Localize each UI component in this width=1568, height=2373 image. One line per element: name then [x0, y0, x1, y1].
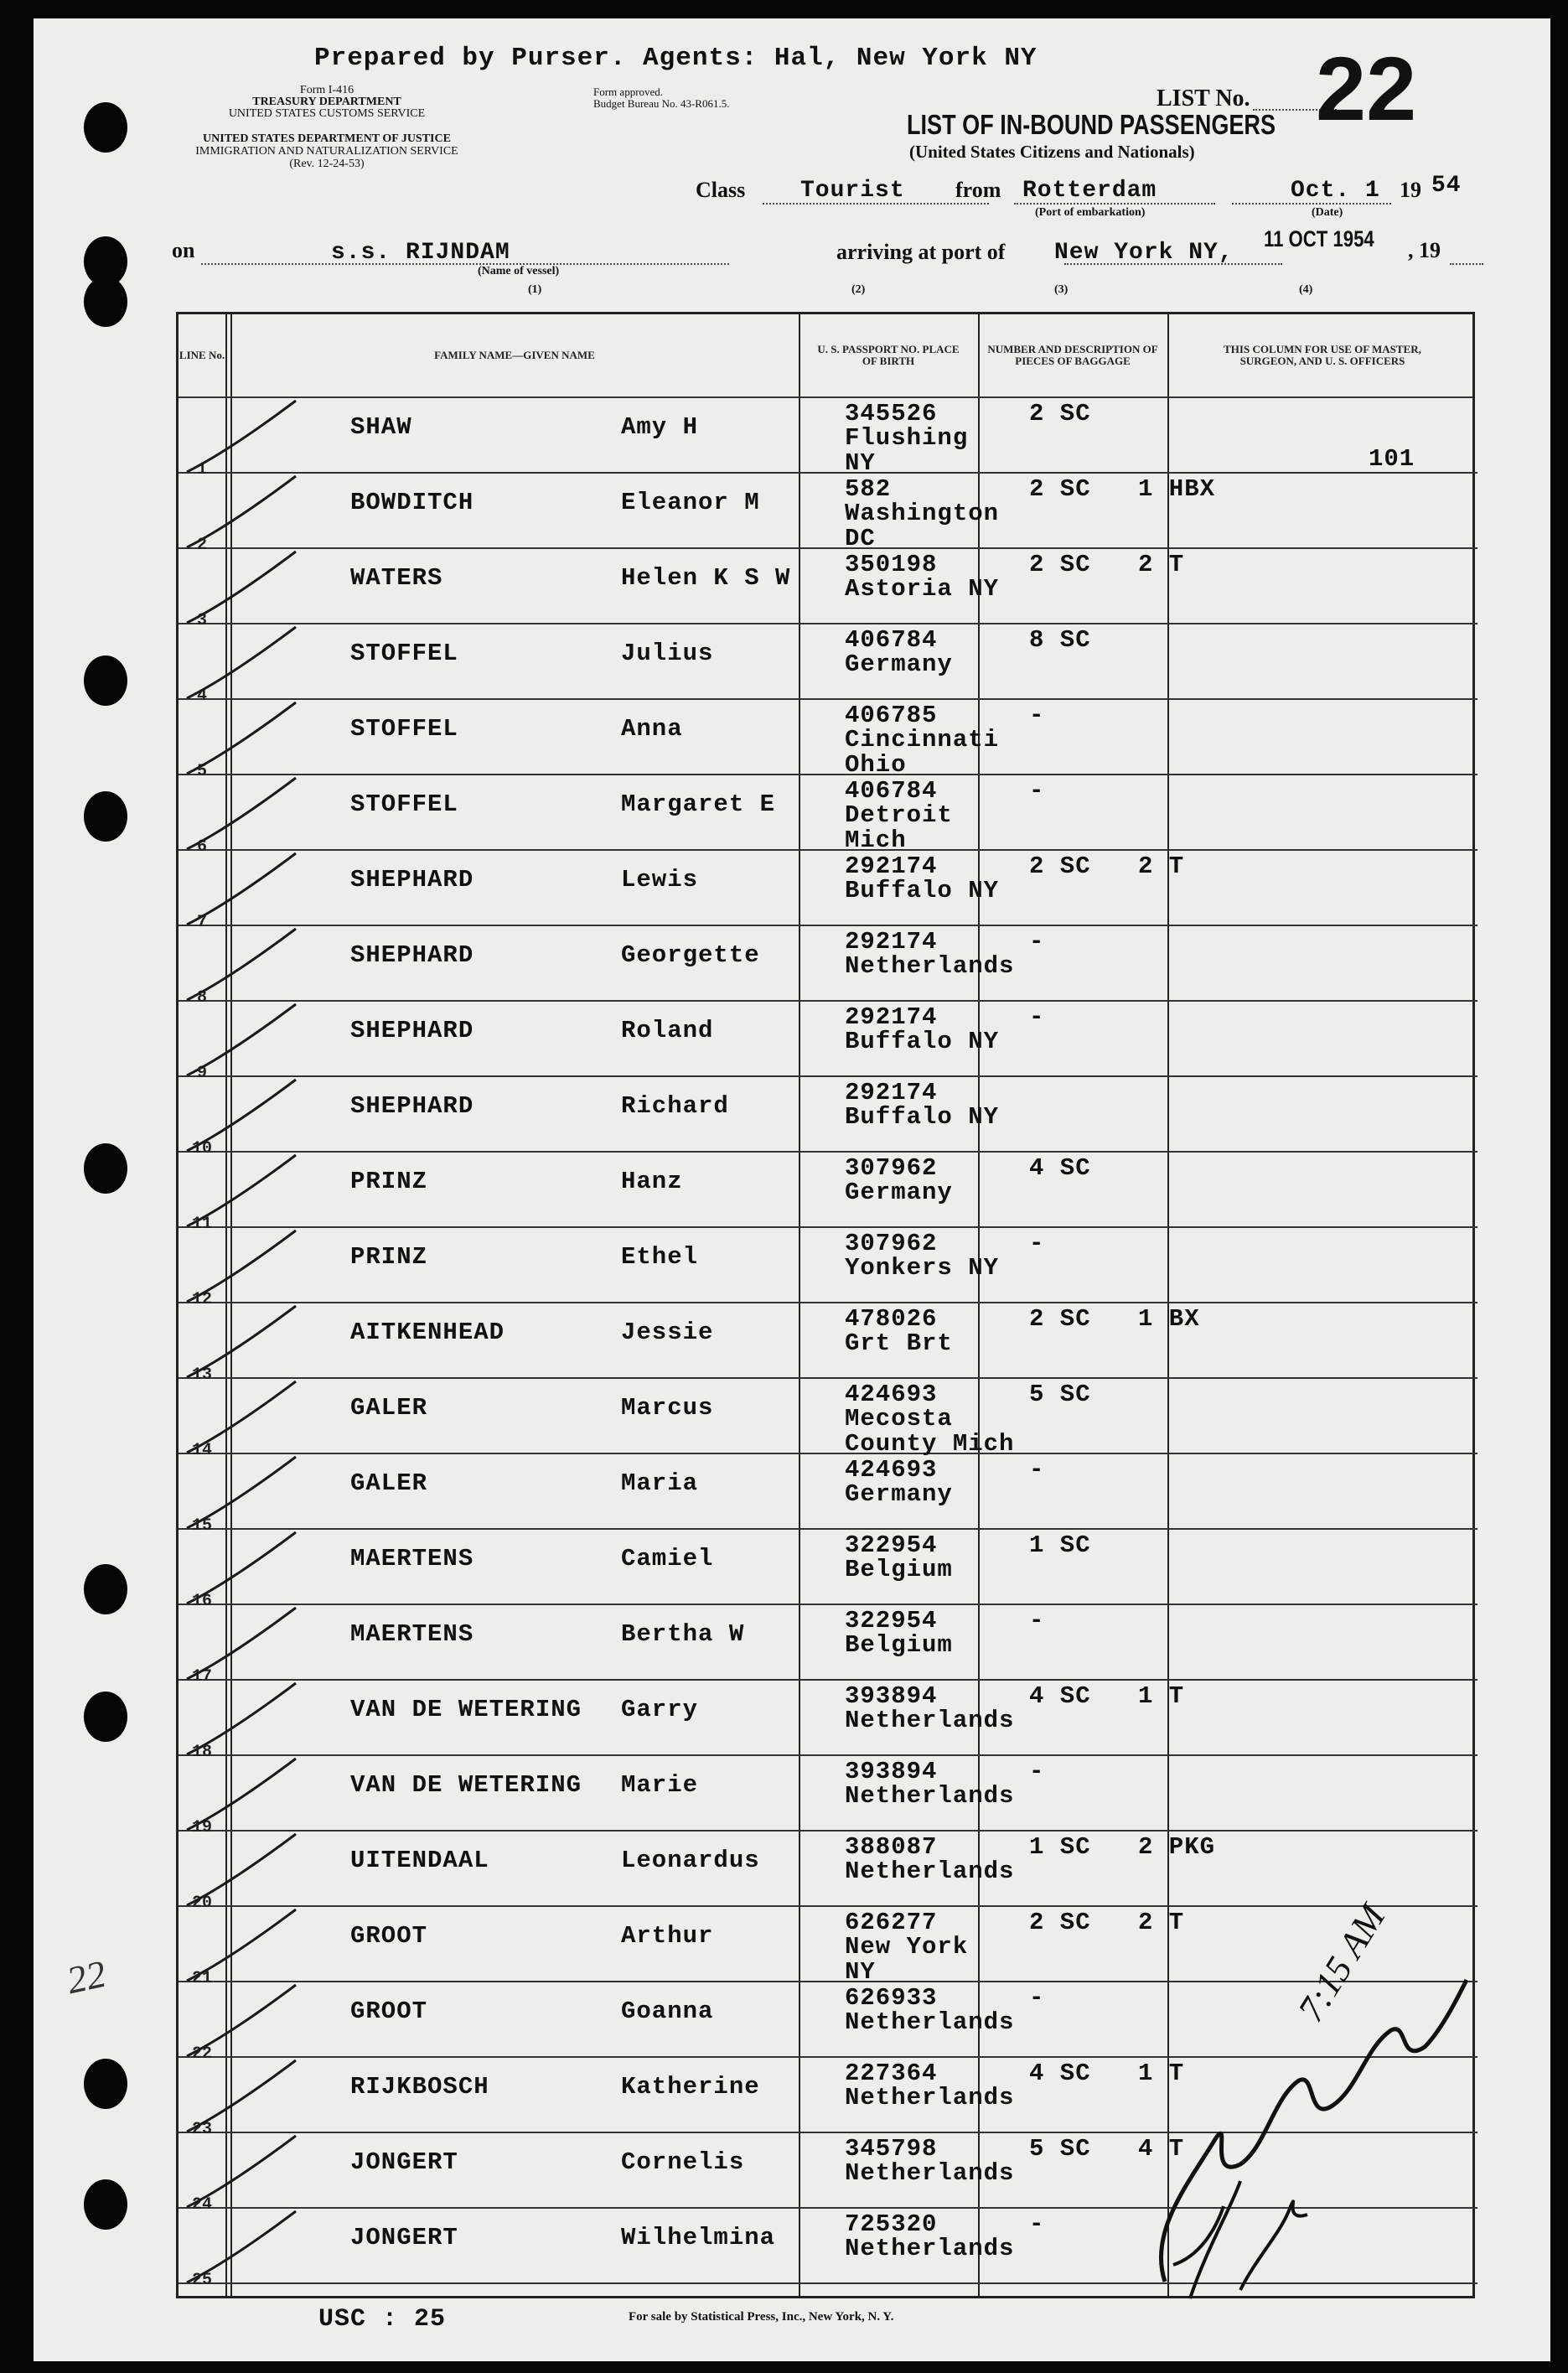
baggage-extra: 1 T — [1138, 2060, 1185, 2087]
given-name: Goanna — [621, 1997, 714, 2025]
family-name: SHEPHARD — [350, 866, 474, 894]
family-name: STOFFEL — [350, 715, 458, 743]
passenger-row — [179, 1302, 1477, 1385]
passport-number: 292174 — [845, 1003, 938, 1031]
punch-hole — [84, 655, 127, 706]
family-name: GROOT — [350, 1922, 428, 1950]
baggage-pieces: - — [1029, 1456, 1045, 1484]
given-name: Jessie — [621, 1319, 714, 1346]
caption-2: (2) — [851, 283, 866, 296]
given-name: Wilhelmina — [621, 2224, 776, 2251]
punch-hole — [84, 2059, 127, 2109]
passport-number: 626933 — [845, 1984, 938, 2012]
form-approved: Form approved. — [593, 85, 664, 98]
place-of-birth: Detroit — [845, 801, 953, 829]
passport-number: 478026 — [845, 1305, 938, 1333]
family-name: AITKENHEAD — [350, 1319, 505, 1346]
family-name: PRINZ — [350, 1168, 428, 1195]
passport-number: 388087 — [845, 1833, 938, 1861]
punch-hole — [84, 1143, 127, 1194]
given-name: Leonardus — [621, 1847, 760, 1874]
place-of-birth: Buffalo NY — [845, 877, 1000, 904]
place-of-birth: Netherlands — [845, 1707, 1015, 1734]
family-name: GROOT — [350, 1997, 428, 2025]
arrival-year-prefix: , 19 — [1408, 238, 1441, 262]
passport-number: 582 — [845, 475, 892, 503]
from-value: Rotterdam — [1022, 178, 1157, 204]
baggage-pieces: - — [1029, 1230, 1045, 1257]
line-number: 19 — [191, 1818, 212, 1837]
passenger-row — [179, 925, 1477, 1008]
given-name: Margaret E — [621, 790, 776, 818]
baggage-pieces: - — [1029, 2210, 1045, 2238]
place-of-birth: Germany — [845, 1480, 953, 1508]
passenger-row — [179, 1830, 1477, 1913]
given-name: Marcus — [621, 1394, 714, 1422]
family-name: JONGERT — [350, 2148, 458, 2176]
baggage-pieces: 2 SC — [1029, 400, 1091, 427]
place-of-birth: NY — [845, 449, 876, 477]
list-no-label: LIST No. — [1157, 85, 1250, 111]
line-number: 6 — [196, 837, 207, 857]
place-of-birth: DC — [845, 525, 876, 552]
passenger-row — [179, 1226, 1477, 1309]
baggage-pieces: 5 SC — [1029, 2135, 1091, 2163]
given-name: Georgette — [621, 941, 760, 969]
given-name: Marie — [621, 1771, 699, 1799]
passport-number: 307962 — [845, 1154, 938, 1182]
class-label: Class — [696, 178, 746, 202]
line-number: 25 — [191, 2271, 212, 2290]
line-number: 2 — [196, 536, 207, 555]
officer-note: 101 — [1369, 445, 1415, 473]
given-name: Anna — [621, 715, 683, 743]
manifest-sheet — [34, 18, 1550, 2361]
line-number: 18 — [191, 1743, 212, 1762]
family-name: SHEPHARD — [350, 941, 474, 969]
baggage-pieces: 4 SC — [1029, 2060, 1091, 2087]
place-of-birth: Buffalo NY — [845, 1103, 1000, 1131]
passenger-row — [179, 623, 1477, 706]
line-number: 12 — [191, 1290, 212, 1309]
place-of-birth: Netherlands — [845, 2159, 1015, 2187]
date-value: Oct. 1 — [1291, 178, 1380, 204]
baggage-extra: 1 HBX — [1138, 475, 1216, 503]
passport-number: 406784 — [845, 777, 938, 805]
place-of-birth: Mich — [845, 826, 907, 854]
given-name: Julius — [621, 640, 714, 667]
family-name: JONGERT — [350, 2224, 458, 2251]
given-name: Eleanor M — [621, 489, 760, 516]
place-of-birth: NY — [845, 1958, 876, 1986]
arriving-label: arriving at port of — [836, 240, 1006, 264]
column-header-passport: U. S. PASSPORT NO. PLACE OF BIRTH — [817, 343, 960, 367]
place-of-birth: Belgium — [845, 1556, 953, 1583]
given-name: Helen K S W — [621, 564, 791, 592]
place-of-birth: Buffalo NY — [845, 1028, 1000, 1055]
treasury-department: TREASURY DEPARTMENT — [252, 96, 401, 108]
passport-number: 626277 — [845, 1909, 938, 1936]
line-number: 11 — [191, 1215, 212, 1234]
prepared-by-line: Prepared by Purser. Agents: Hal, New York NY — [314, 44, 1038, 73]
baggage-pieces: - — [1029, 1607, 1045, 1635]
baggage-pieces: - — [1029, 1984, 1045, 2012]
line-number: 3 — [196, 611, 207, 630]
baggage-pieces: - — [1029, 702, 1045, 729]
line-number: 21 — [191, 1969, 212, 1988]
column-header-officers: THIS COLUMN FOR USE OF MASTER, SURGEON, AND U. S. OFFICERS — [1224, 343, 1421, 367]
baggage-extra: 1 T — [1138, 1682, 1185, 1710]
given-name: Camiel — [621, 1545, 714, 1573]
dept-justice: UNITED STATES DEPARTMENT OF JUSTICE — [203, 132, 451, 145]
place-of-birth: Astoria NY — [845, 575, 1000, 603]
signature-time: 7:15 AM — [1290, 1897, 1394, 2029]
class-value: Tourist — [800, 178, 905, 204]
caption-4: (4) — [1299, 283, 1313, 296]
revision-date: (Rev. 12-24-53) — [289, 158, 365, 170]
baggage-pieces: - — [1029, 928, 1045, 956]
given-name: Hanz — [621, 1168, 683, 1195]
place-of-birth: Washington — [845, 500, 1000, 527]
passport-number: 350198 — [845, 551, 938, 578]
on-label: on — [172, 238, 195, 262]
place-of-birth: Netherlands — [845, 952, 1015, 980]
place-of-birth: Grt Brt — [845, 1329, 953, 1357]
passenger-row — [179, 1604, 1477, 1686]
family-name: MAERTENS — [350, 1620, 474, 1648]
line-number: 20 — [191, 1894, 212, 1913]
passport-number: 227364 — [845, 2060, 938, 2087]
passenger-row — [179, 1679, 1477, 1762]
manifest-subtitle: (United States Citizens and Nationals) — [909, 142, 1195, 162]
family-name: VAN DE WETERING — [350, 1771, 582, 1799]
place-of-birth: Germany — [845, 1179, 953, 1206]
passport-number: 406785 — [845, 702, 938, 729]
passenger-row — [179, 1075, 1477, 1158]
line-number: 13 — [191, 1365, 212, 1385]
passenger-row — [179, 849, 1477, 932]
family-name: SHEPHARD — [350, 1092, 474, 1120]
given-name: Katherine — [621, 2073, 760, 2101]
place-of-birth: New York — [845, 1933, 969, 1961]
place-of-birth: Cincinnati — [845, 726, 1000, 754]
margin-note: 22 — [63, 1951, 110, 2003]
place-of-birth: Netherlands — [845, 2235, 1015, 2262]
baggage-pieces: 4 SC — [1029, 1154, 1091, 1182]
place-of-birth: Yonkers NY — [845, 1254, 1000, 1282]
punch-hole — [84, 1692, 127, 1742]
arrival-port: New York NY, — [1054, 240, 1234, 266]
passport-number: 322954 — [845, 1607, 938, 1635]
line-number: 22 — [191, 2044, 212, 2064]
passport-number: 322954 — [845, 1531, 938, 1559]
family-name: VAN DE WETERING — [350, 1696, 582, 1723]
given-name: Richard — [621, 1092, 729, 1120]
vessel-value: s.s. RIJNDAM — [331, 240, 510, 266]
passport-number: 725320 — [845, 2210, 938, 2238]
baggage-pieces: 2 SC — [1029, 1909, 1091, 1936]
passenger-row — [179, 1377, 1477, 1460]
passenger-row — [179, 396, 1477, 479]
baggage-pieces: - — [1029, 777, 1045, 805]
place-of-birth: Flushing — [845, 424, 969, 452]
family-name: GALER — [350, 1469, 428, 1497]
passport-number: 424693 — [845, 1381, 938, 1408]
line-number: 9 — [196, 1064, 207, 1083]
from-label: from — [955, 178, 1001, 202]
family-name: STOFFEL — [350, 790, 458, 818]
caption-1: (1) — [528, 283, 542, 296]
list-number: 22 — [1316, 38, 1417, 139]
baggage-pieces: 2 SC — [1029, 1305, 1091, 1333]
baggage-pieces: 2 SC — [1029, 852, 1091, 880]
baggage-pieces: - — [1029, 1003, 1045, 1031]
year-prefix: 19 — [1400, 178, 1421, 202]
baggage-extra: 2 T — [1138, 852, 1185, 880]
place-of-birth: Netherlands — [845, 2008, 1015, 2036]
baggage-pieces: 1 SC — [1029, 1833, 1091, 1861]
family-name: SHAW — [350, 413, 412, 441]
line-number: 24 — [191, 2195, 212, 2215]
passport-number: 345798 — [845, 2135, 938, 2163]
place-of-birth: Netherlands — [845, 1782, 1015, 1810]
baggage-extra: 2 PKG — [1138, 1833, 1216, 1861]
place-of-birth: Netherlands — [845, 2084, 1015, 2111]
family-name: GALER — [350, 1394, 428, 1422]
punch-hole — [84, 1564, 127, 1614]
baggage-extra: 4 T — [1138, 2135, 1185, 2163]
place-of-birth: Belgium — [845, 1631, 953, 1659]
passenger-row — [179, 547, 1477, 630]
passport-number: 393894 — [845, 1758, 938, 1785]
passport-number: 393894 — [845, 1682, 938, 1710]
line-number: 1 — [196, 460, 207, 479]
baggage-pieces: 8 SC — [1029, 626, 1091, 654]
line-number: 7 — [196, 913, 207, 932]
family-name: WATERS — [350, 564, 443, 592]
given-name: Lewis — [621, 866, 699, 894]
port-caption: (Port of embarkation) — [1035, 206, 1146, 219]
family-name: STOFFEL — [350, 640, 458, 667]
passenger-row — [179, 1754, 1477, 1837]
baggage-extra: 2 T — [1138, 1909, 1185, 1936]
line-number: 16 — [191, 1592, 212, 1611]
passport-number: 406784 — [845, 626, 938, 654]
family-name: PRINZ — [350, 1243, 428, 1271]
line-number: 8 — [196, 988, 207, 1008]
year-suffix: 54 — [1431, 173, 1462, 199]
given-name: Ethel — [621, 1243, 699, 1271]
passport-number: 292174 — [845, 852, 938, 880]
column-header-line-no: LINE No. — [179, 349, 225, 361]
given-name: Maria — [621, 1469, 699, 1497]
family-name: UITENDAAL — [350, 1847, 489, 1874]
budget-bureau: Budget Bureau No. 43-R061.5. — [593, 97, 730, 110]
passport-number: 292174 — [845, 1079, 938, 1106]
given-name: Bertha W — [621, 1620, 745, 1648]
passport-number: 307962 — [845, 1230, 938, 1257]
column-header-name: FAMILY NAME—GIVEN NAME — [434, 349, 595, 361]
passenger-row — [179, 698, 1477, 781]
passenger-row — [179, 1453, 1477, 1536]
given-name: Cornelis — [621, 2148, 745, 2176]
baggage-pieces: - — [1029, 1758, 1045, 1785]
line-number: 23 — [191, 2120, 212, 2139]
caption-3: (3) — [1054, 283, 1069, 296]
family-name: RIJKBOSCH — [350, 2073, 489, 2101]
passport-number: 345526 — [845, 400, 938, 427]
place-of-birth: Netherlands — [845, 1857, 1015, 1885]
punch-hole — [84, 102, 127, 153]
family-name: BOWDITCH — [350, 489, 474, 516]
manifest-title: LIST OF IN-BOUND PASSENGERS — [907, 109, 1276, 140]
given-name: Roland — [621, 1017, 714, 1044]
line-number: 10 — [191, 1139, 212, 1158]
form-number: Form I-416 — [299, 84, 354, 96]
baggage-pieces: 2 SC — [1029, 475, 1091, 503]
passport-number: 424693 — [845, 1456, 938, 1484]
baggage-pieces: 2 SC — [1029, 551, 1091, 578]
given-name: Arthur — [621, 1922, 714, 1950]
line-number: 5 — [196, 762, 207, 781]
place-of-birth: Ohio — [845, 751, 907, 779]
given-name: Amy H — [621, 413, 699, 441]
family-name: MAERTENS — [350, 1545, 474, 1573]
baggage-pieces: 5 SC — [1029, 1381, 1091, 1408]
vessel-caption: (Name of vessel) — [478, 265, 560, 277]
punch-hole — [84, 2179, 127, 2230]
baggage-extra: 2 T — [1138, 551, 1185, 578]
place-of-birth: Germany — [845, 650, 953, 678]
passenger-row — [179, 1528, 1477, 1611]
given-name: Garry — [621, 1696, 699, 1723]
baggage-pieces: 1 SC — [1029, 1531, 1091, 1559]
date-caption: (Date) — [1312, 206, 1343, 219]
passenger-row — [179, 1151, 1477, 1234]
check-mark — [170, 2190, 313, 2291]
passenger-row — [179, 472, 1477, 555]
line-number: 4 — [196, 687, 207, 706]
arrival-date-stamp: 11 OCT 1954 — [1264, 226, 1374, 251]
baggage-extra: 1 BX — [1138, 1305, 1200, 1333]
customs-service: UNITED STATES CUSTOMS SERVICE — [228, 107, 426, 120]
printer-line: For sale by Statistical Press, Inc., New York, N. Y. — [629, 2310, 894, 2324]
family-name: SHEPHARD — [350, 1017, 474, 1044]
line-number: 15 — [191, 1516, 212, 1536]
baggage-pieces: 4 SC — [1029, 1682, 1091, 1710]
passport-number: 292174 — [845, 928, 938, 956]
line-number: 17 — [191, 1667, 212, 1686]
punch-hole — [84, 277, 127, 327]
punch-hole — [84, 791, 127, 842]
usc-count: USC : 25 — [318, 2305, 447, 2334]
line-number: 14 — [191, 1441, 212, 1460]
column-header-baggage: NUMBER AND DESCRIPTION OF PIECES OF BAGGAGE — [987, 343, 1158, 367]
passenger-row — [179, 774, 1477, 857]
place-of-birth: County Mich — [845, 1430, 1015, 1458]
immigration-service: IMMIGRATION AND NATURALIZATION SERVICE — [195, 145, 458, 158]
passenger-row — [179, 1000, 1477, 1083]
place-of-birth: Mecosta — [845, 1405, 953, 1433]
